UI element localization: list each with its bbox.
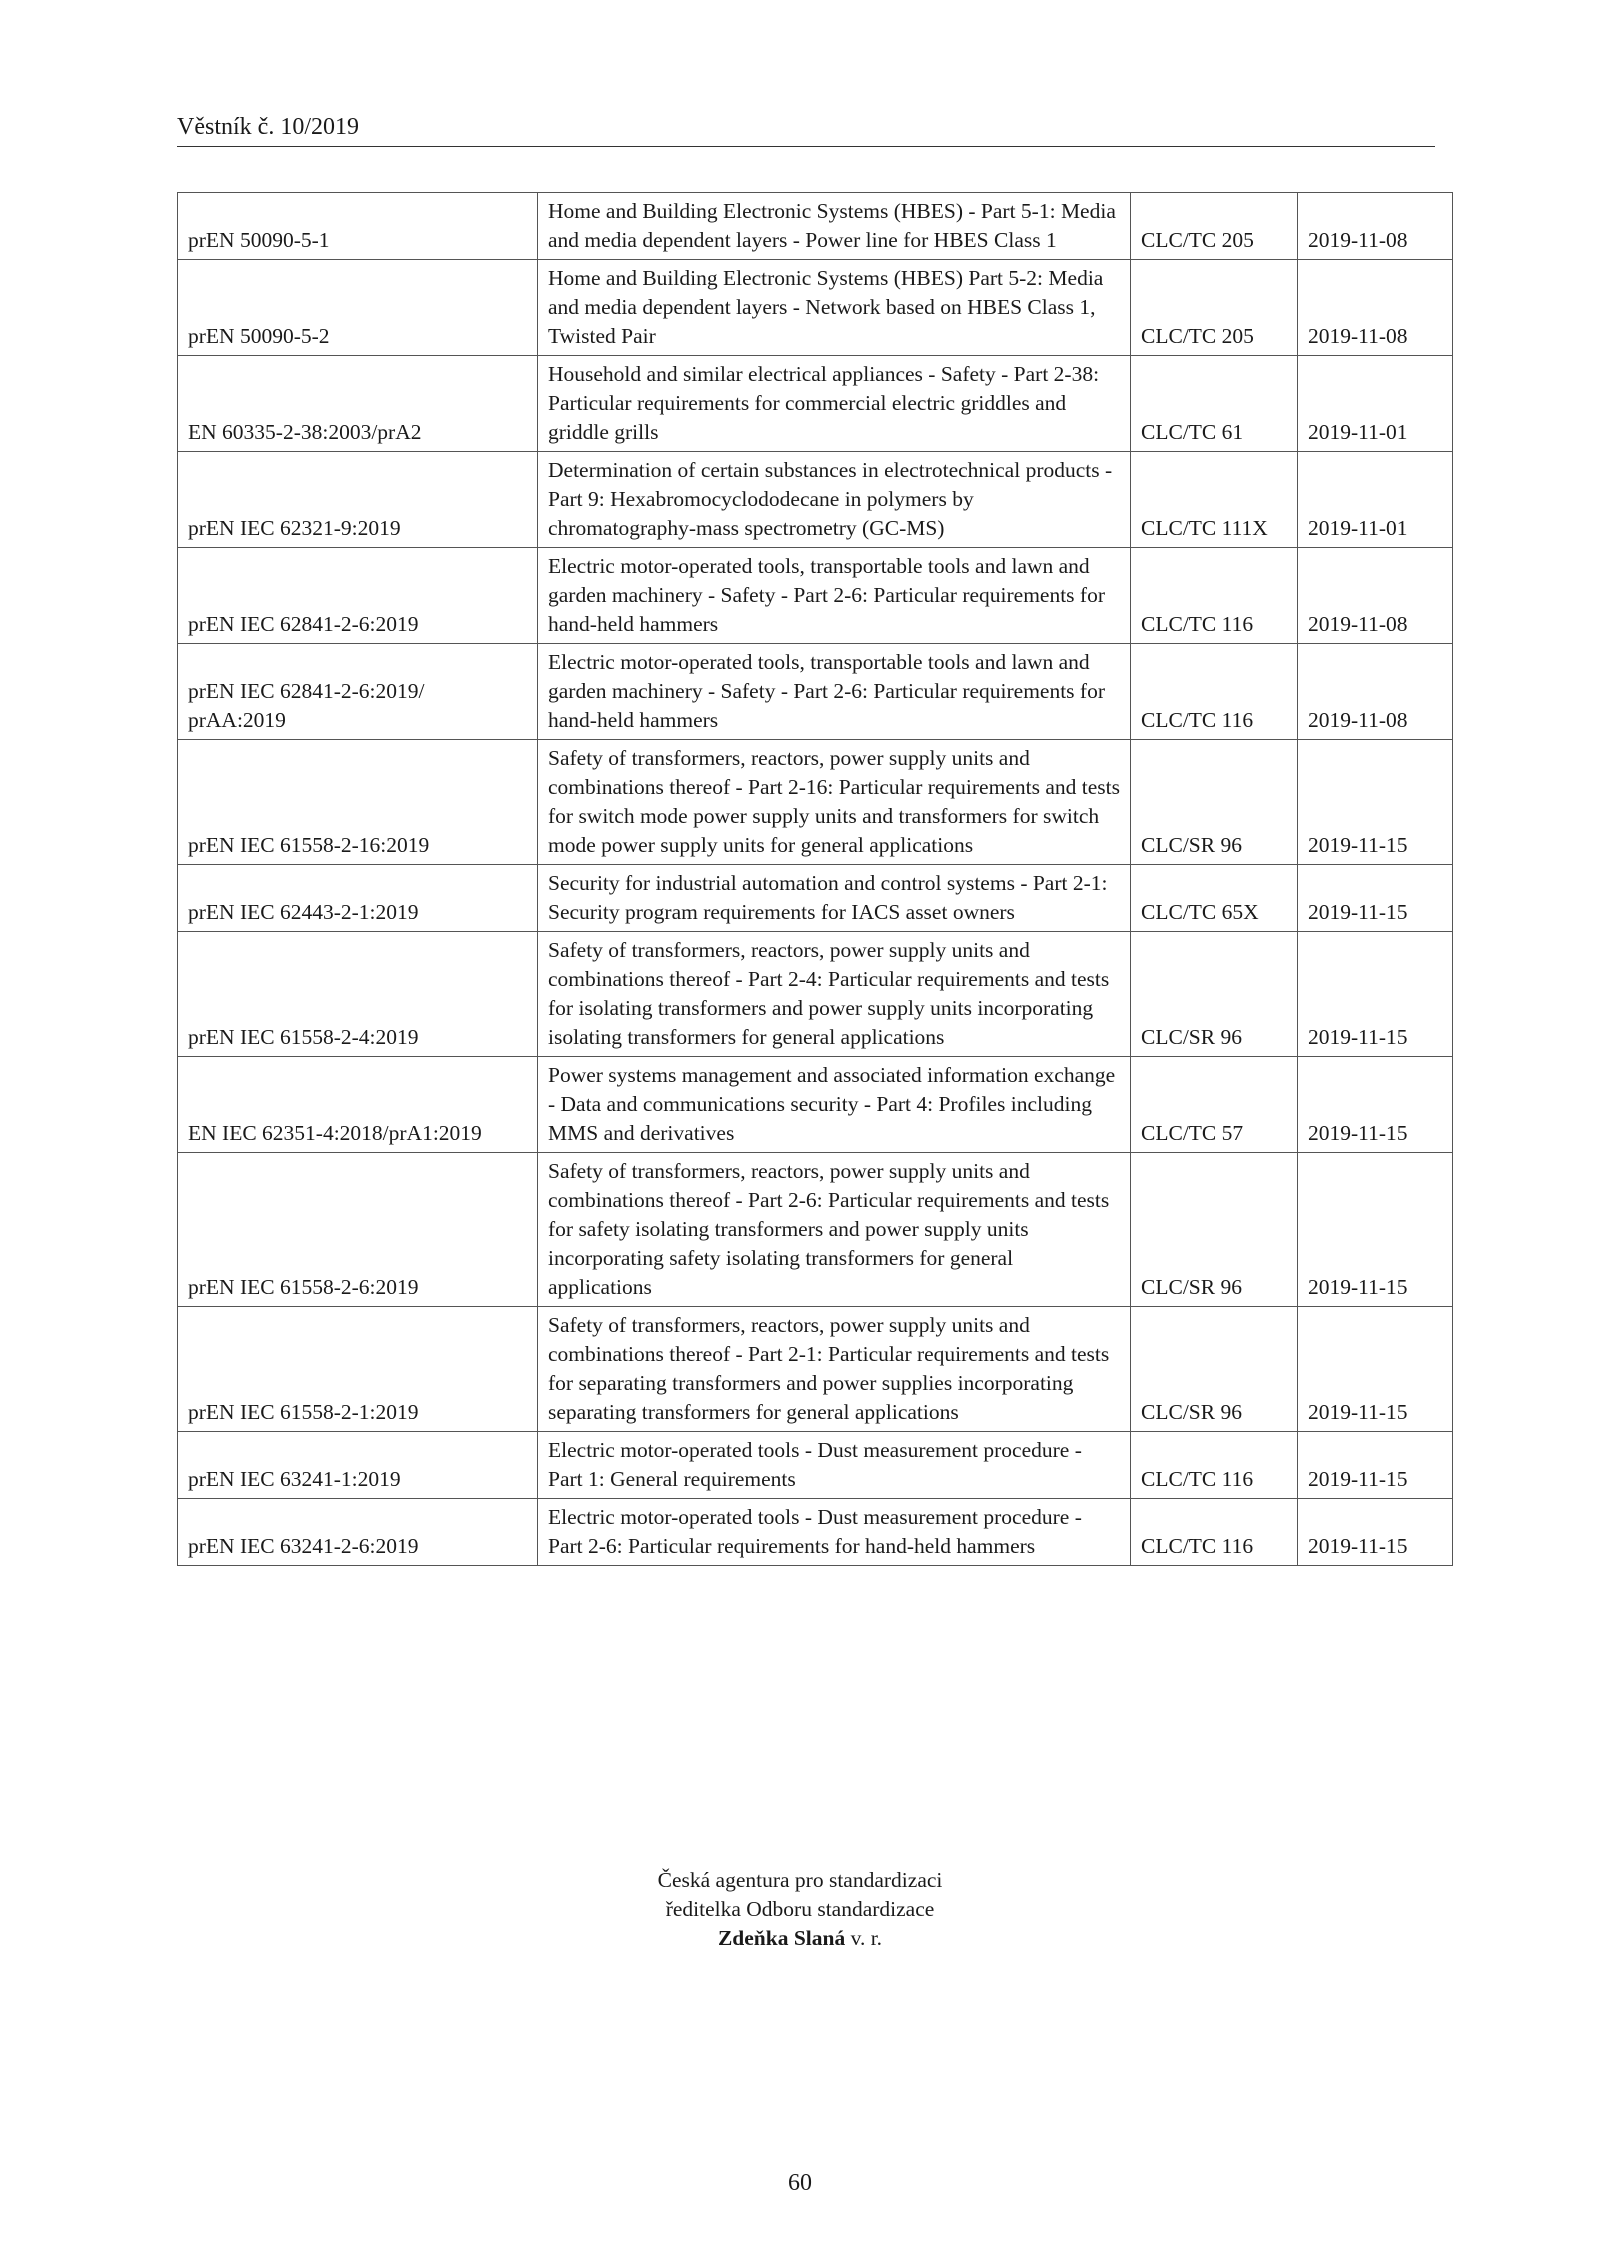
technical-committee: CLC/TC 205 — [1131, 193, 1298, 260]
technical-committee: CLC/TC 57 — [1131, 1057, 1298, 1153]
standard-code: EN IEC 62351-4:2018/prA1:2019 — [188, 1121, 482, 1145]
standard-code: prAA:2019 — [188, 708, 286, 732]
standard-code: prEN IEC 61558-2-16:2019 — [188, 833, 430, 857]
table-row — [178, 1057, 1453, 1153]
standard-title: Power systems management and associated information exchange - Data and communications security - Part 4: Profiles including MMS and derivatives — [538, 1057, 1131, 1153]
standard-code-cell — [178, 644, 538, 740]
standard-code-cell — [178, 1057, 538, 1153]
technical-committee: CLC/TC 61 — [1131, 356, 1298, 452]
standard-code: prEN IEC 61558-2-1:2019 — [188, 1400, 419, 1424]
signature-position: ředitelka Odboru standardizace — [665, 1897, 935, 1921]
table-row — [178, 548, 1453, 644]
deadline-date: 2019-11-15 — [1298, 740, 1453, 865]
standard-title: Household and similar electrical appliances - Safety - Part 2-38: Particular requirements for commercial electric griddles and griddle grills — [538, 356, 1131, 452]
signature-line — [0, 1924, 1600, 1953]
deadline-date: 2019-11-15 — [1298, 1499, 1453, 1566]
standard-code: prEN IEC 63241-1:2019 — [188, 1467, 401, 1491]
standard-code: prEN IEC 62841-2-6:2019 — [188, 612, 419, 636]
standard-code: prEN IEC 62841-2-6:2019/ — [188, 679, 425, 703]
standard-code: prEN 50090-5-1 — [188, 228, 330, 252]
deadline-date: 2019-11-15 — [1298, 932, 1453, 1057]
table-row — [178, 1153, 1453, 1307]
standard-code-cell — [178, 356, 538, 452]
standard-code-cell — [178, 548, 538, 644]
standards-table — [177, 192, 1453, 1566]
standard-code-cell — [178, 260, 538, 356]
standard-code-cell — [178, 1307, 538, 1432]
standard-title: Electric motor-operated tools - Dust measurement procedure - Part 1: General requirements — [538, 1432, 1131, 1499]
standard-code-cell — [178, 865, 538, 932]
deadline-date: 2019-11-15 — [1298, 865, 1453, 932]
signature-suffix: v. r. — [845, 1926, 883, 1950]
deadline-date: 2019-11-01 — [1298, 452, 1453, 548]
deadline-date: 2019-11-15 — [1298, 1432, 1453, 1499]
deadline-date: 2019-11-15 — [1298, 1057, 1453, 1153]
standard-title: Safety of transformers, reactors, power supply units and combinations thereof - Part 2-1: Particular requirements and tests for separating transformers and power supplies incorporating separating transformers for general applications — [538, 1307, 1131, 1432]
technical-committee: CLC/TC 205 — [1131, 260, 1298, 356]
standard-code: prEN IEC 62321-9:2019 — [188, 516, 401, 540]
deadline-date: 2019-11-08 — [1298, 644, 1453, 740]
technical-committee: CLC/TC 65X — [1131, 865, 1298, 932]
table-row — [178, 1499, 1453, 1566]
standard-code-cell — [178, 932, 538, 1057]
standard-code: prEN IEC 62443-2-1:2019 — [188, 900, 419, 924]
signature-organization: Česká agentura pro standardizaci — [657, 1868, 943, 1892]
signature-name: Zdeňka Slaná — [717, 1926, 846, 1950]
standard-title: Home and Building Electronic Systems (HBES) Part 5-2: Media and media dependent layers - Network based on HBES Class 1, Twisted Pair — [538, 260, 1131, 356]
deadline-date: 2019-11-08 — [1298, 260, 1453, 356]
table-row — [178, 1432, 1453, 1499]
table-row — [178, 644, 1453, 740]
technical-committee: CLC/TC 116 — [1131, 1432, 1298, 1499]
deadline-date: 2019-11-15 — [1298, 1153, 1453, 1307]
table-row — [178, 865, 1453, 932]
page-number: 60 — [788, 2170, 812, 2196]
standard-title: Determination of certain substances in electrotechnical products - Part 9: Hexabromocyclododecane in polymers by chromatography-mass spectrometry (GC-MS) — [538, 452, 1131, 548]
table-row — [178, 1307, 1453, 1432]
standards-table-body — [178, 193, 1453, 1566]
standard-code-cell — [178, 1432, 538, 1499]
standard-code: prEN 50090-5-2 — [188, 324, 330, 348]
standard-title: Security for industrial automation and control systems - Part 2-1: Security program requirements for IACS asset owners — [538, 865, 1131, 932]
standard-title: Safety of transformers, reactors, power supply units and combinations thereof - Part 2-4: Particular requirements and tests for isolating transformers and power supply units incorporating isolating transformers for general applications — [538, 932, 1131, 1057]
standard-code-cell — [178, 452, 538, 548]
deadline-date: 2019-11-15 — [1298, 1307, 1453, 1432]
standard-code-cell — [178, 740, 538, 865]
technical-committee: CLC/SR 96 — [1131, 740, 1298, 865]
table-row — [178, 193, 1453, 260]
standard-code-cell — [178, 193, 538, 260]
deadline-date: 2019-11-08 — [1298, 193, 1453, 260]
standard-code: EN 60335-2-38:2003/prA2 — [188, 420, 422, 444]
table-row — [178, 932, 1453, 1057]
standard-code: prEN IEC 63241-2-6:2019 — [188, 1534, 419, 1558]
page-header: Věstník č. 10/2019 — [177, 112, 1435, 147]
standard-title: Electric motor-operated tools, transportable tools and lawn and garden machinery - Safety - Part 2-6: Particular requirements for hand-held hammers — [538, 548, 1131, 644]
technical-committee: CLC/SR 96 — [1131, 1307, 1298, 1432]
standard-code: prEN IEC 61558-2-4:2019 — [188, 1025, 419, 1049]
deadline-date: 2019-11-01 — [1298, 356, 1453, 452]
technical-committee: CLC/TC 116 — [1131, 1499, 1298, 1566]
standard-title: Safety of transformers, reactors, power supply units and combinations thereof - Part 2-16: Particular requirements and tests for switch mode power supply units and transformers for switch mode power supply units for general applications — [538, 740, 1131, 865]
technical-committee: CLC/TC 116 — [1131, 644, 1298, 740]
standard-code-cell — [178, 1499, 538, 1566]
technical-committee: CLC/SR 96 — [1131, 1153, 1298, 1307]
table-row — [178, 452, 1453, 548]
standard-title: Home and Building Electronic Systems (HBES) - Part 5-1: Media and media dependent layers - Power line for HBES Class 1 — [538, 193, 1131, 260]
standard-title: Electric motor-operated tools - Dust measurement procedure - Part 2-6: Particular requirements for hand-held hammers — [538, 1499, 1131, 1566]
standard-title: Electric motor-operated tools, transportable tools and lawn and garden machinery - Safety - Part 2-6: Particular requirements for hand-held hammers — [538, 644, 1131, 740]
standard-code-cell — [178, 1153, 538, 1307]
standard-code: prEN IEC 61558-2-6:2019 — [188, 1275, 419, 1299]
table-row — [178, 260, 1453, 356]
technical-committee: CLC/TC 116 — [1131, 548, 1298, 644]
signature-block — [0, 1866, 1600, 1953]
deadline-date: 2019-11-08 — [1298, 548, 1453, 644]
technical-committee: CLC/SR 96 — [1131, 932, 1298, 1057]
table-row — [178, 356, 1453, 452]
technical-committee: CLC/TC 111X — [1131, 452, 1298, 548]
standard-title: Safety of transformers, reactors, power supply units and combinations thereof - Part 2-6: Particular requirements and tests for safety isolating transformers and power supply units incorporating safety isolating transformers for general applications — [538, 1153, 1131, 1307]
table-row — [178, 740, 1453, 865]
